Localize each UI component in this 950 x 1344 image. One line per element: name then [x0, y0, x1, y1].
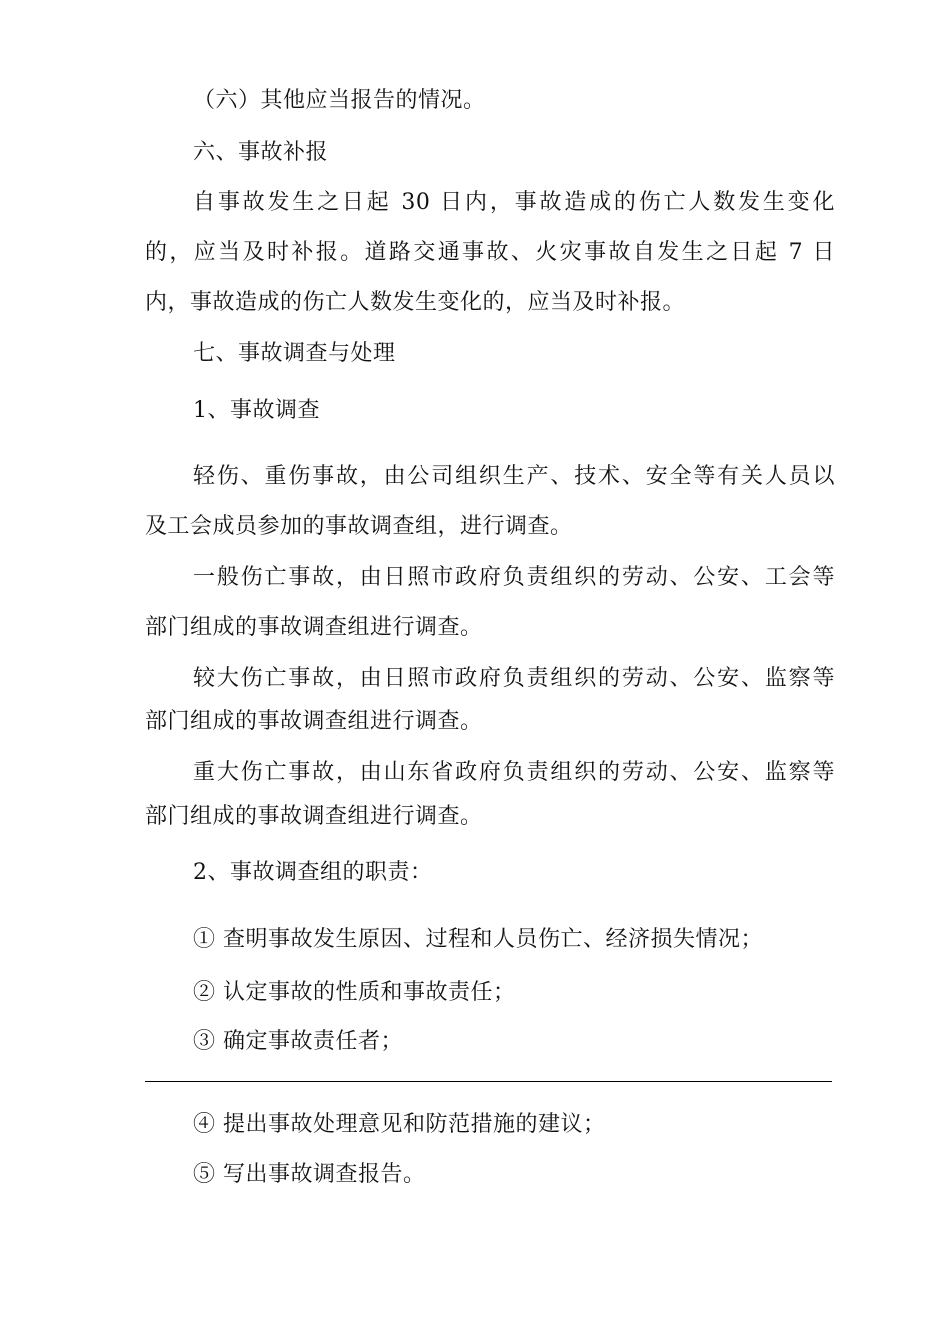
- list-item: ⑤ 写出事故调查报告。: [193, 1162, 426, 1187]
- heading-team-duties: 2、事故调查组的职责：: [193, 860, 433, 885]
- paragraph-line: 及工会成员参加的事故调查组，进行调查。: [145, 514, 573, 539]
- paragraph-line: 重大伤亡事故，由山东省政府负责组织的劳动、公安、监察等: [193, 760, 835, 785]
- list-item: ② 认定事故的性质和事故责任；: [193, 980, 516, 1005]
- paragraph-line: 轻伤、重伤事故，由公司组织生产、技术、安全等有关人员以: [193, 464, 835, 489]
- paragraph-line: 部门组成的事故调查组进行调查。: [145, 615, 483, 640]
- page-divider: [145, 1081, 832, 1082]
- list-item: ③ 确定事故责任者；: [193, 1029, 403, 1054]
- list-item: ④ 提出事故处理意见和防范措施的建议；: [193, 1112, 606, 1137]
- paragraph-line: 部门组成的事故调查组进行调查。: [145, 709, 483, 734]
- paragraph-line: 自事故发生之日起 30 日内，事故造成的伤亡人数发生变化: [193, 190, 835, 215]
- item-six-other: （六）其他应当报告的情况。: [193, 88, 486, 113]
- paragraph-line: 的，应当及时补报。道路交通事故、火灾事故自发生之日起 7 日: [145, 240, 835, 265]
- heading-supplementary-report: 六、事故补报: [193, 140, 329, 165]
- paragraph-line: 一般伤亡事故，由日照市政府负责组织的劳动、公安、工会等: [193, 565, 835, 590]
- heading-accident-investigation: 1、事故调查: [193, 398, 320, 423]
- list-item: ① 查明事故发生原因、过程和人员伤亡、经济损失情况；: [193, 927, 763, 952]
- paragraph-line: 较大伤亡事故，由日照市政府负责组织的劳动、公安、监察等: [193, 666, 835, 691]
- paragraph-line: 内，事故造成的伤亡人数发生变化的，应当及时补报。: [145, 290, 686, 315]
- heading-investigation-handling: 七、事故调查与处理: [193, 341, 396, 366]
- paragraph-line: 部门组成的事故调查组进行调查。: [145, 804, 483, 829]
